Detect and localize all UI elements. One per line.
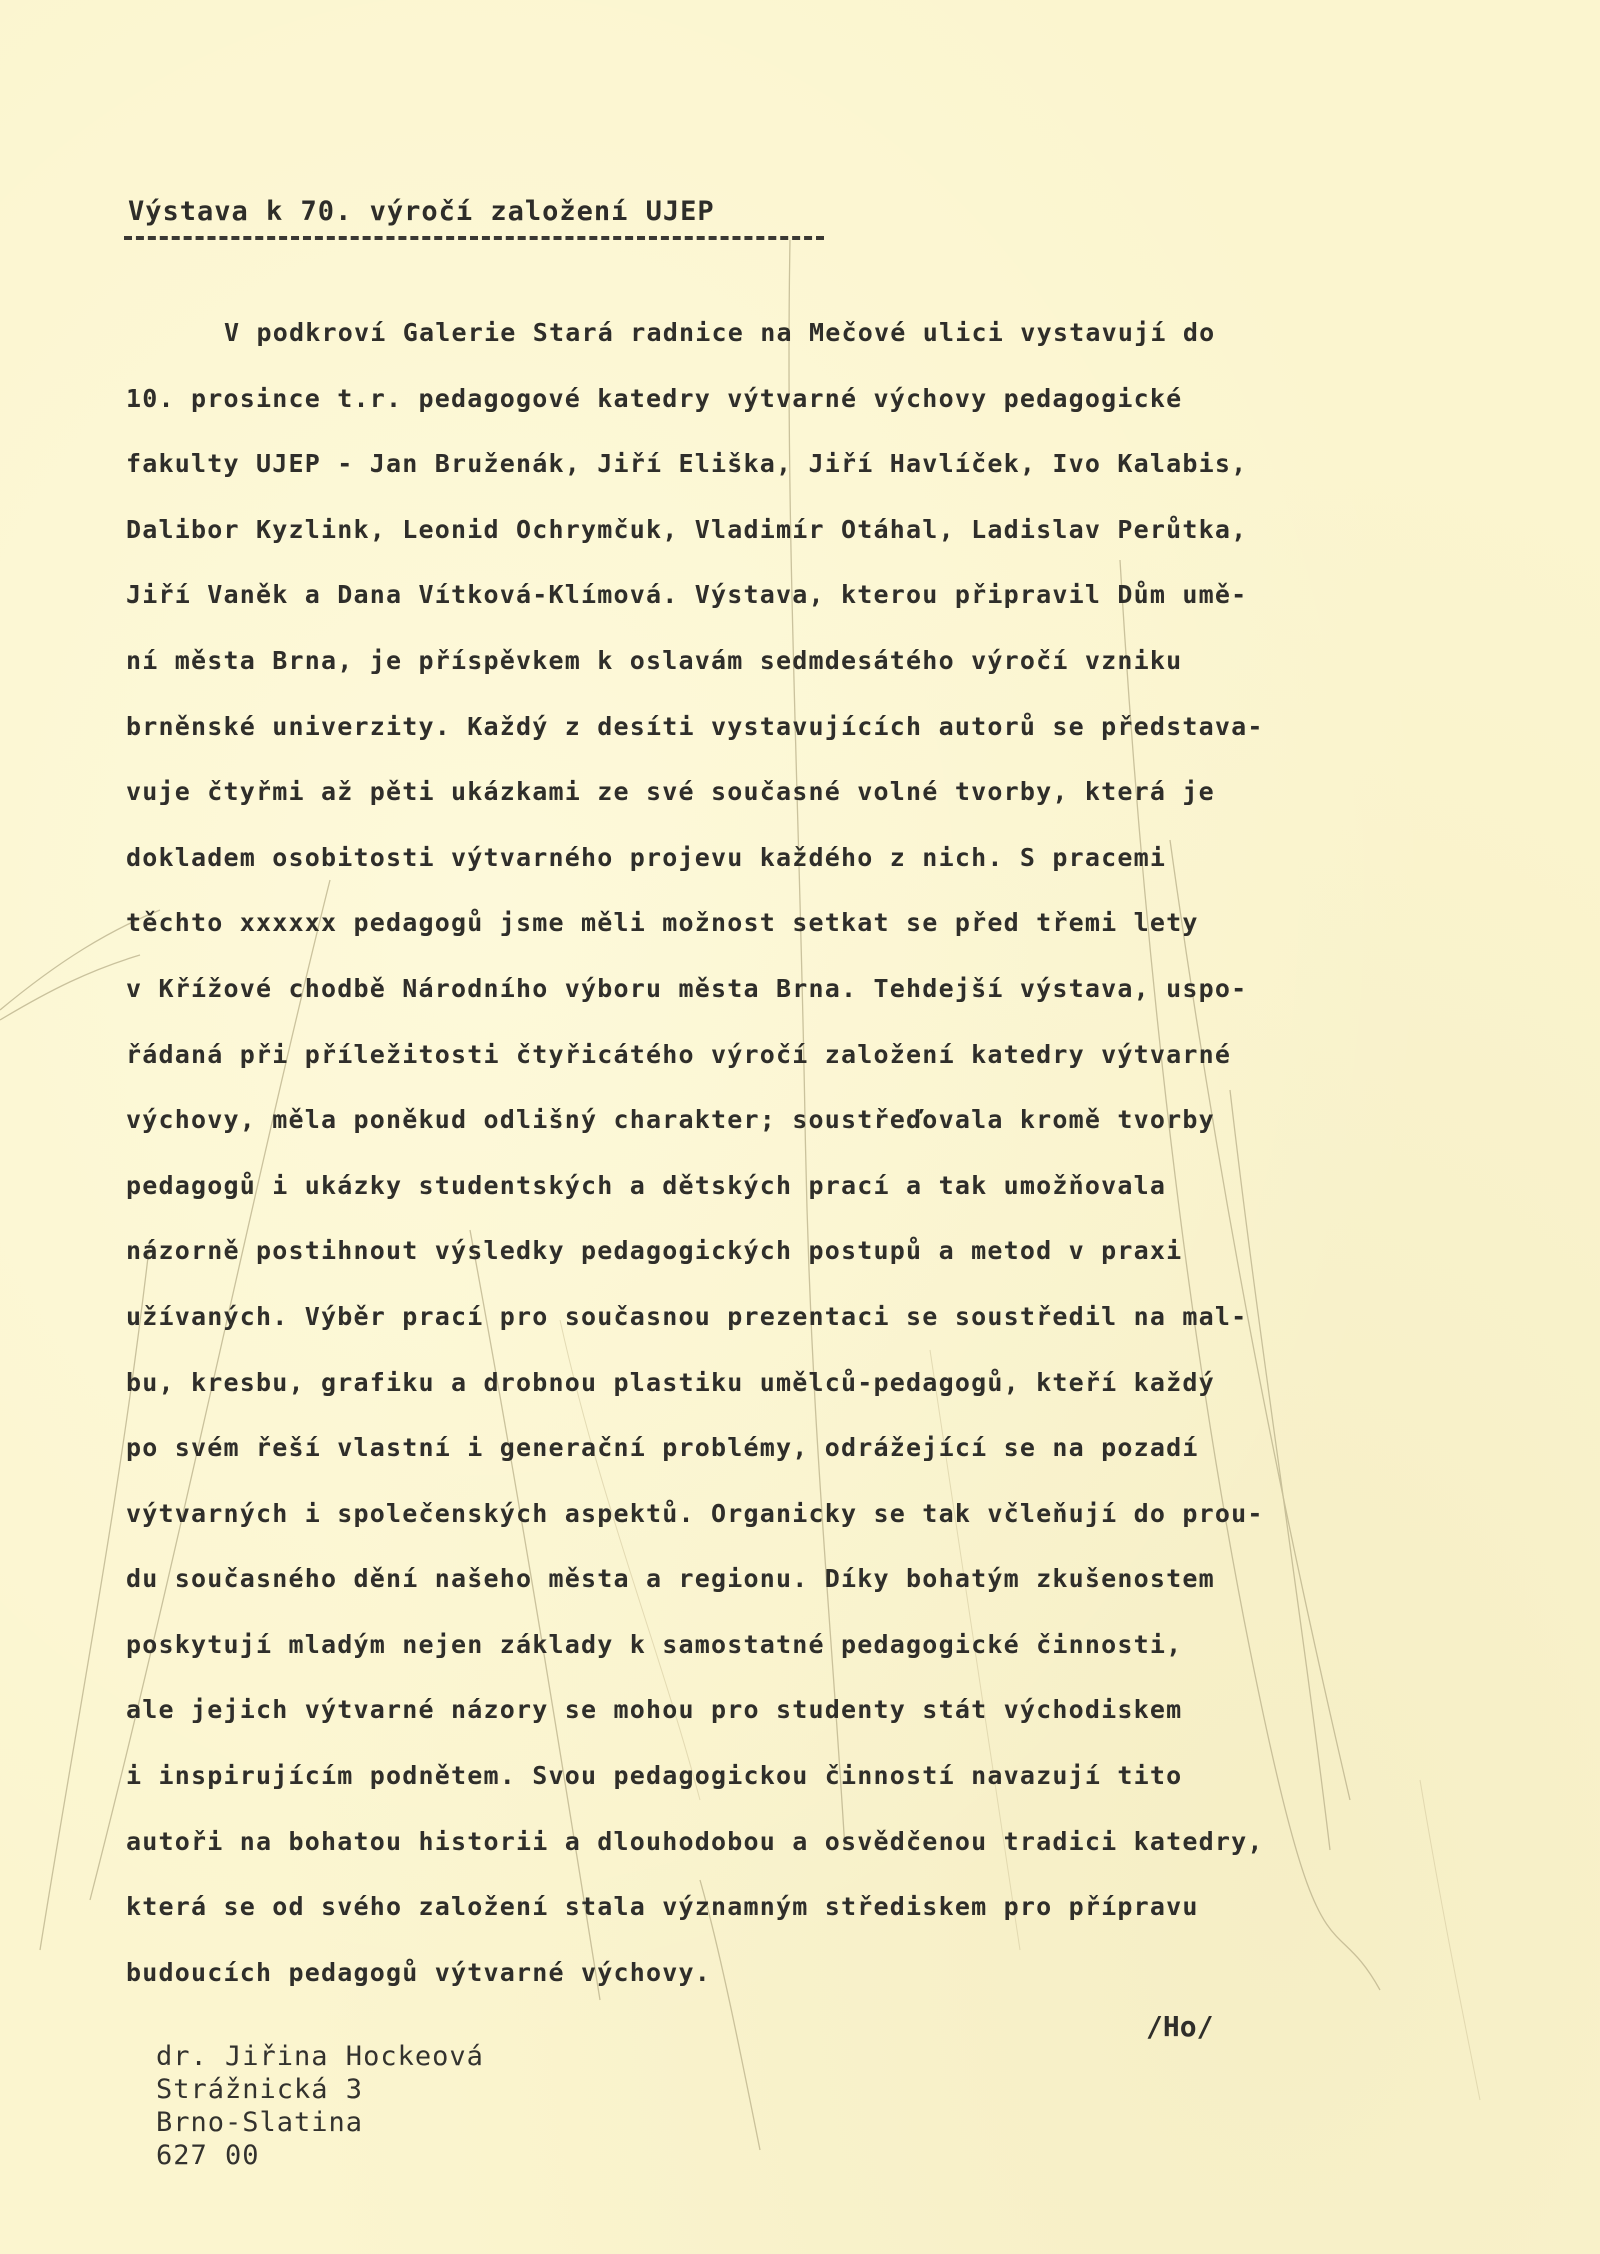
address-city: Brno-Slatina — [156, 2107, 364, 2138]
body-line: poskytují mladým nejen základy k samostatné pedagogické činnosti, — [126, 1629, 1183, 1659]
author-initials: /Ho/ — [1146, 2010, 1214, 2043]
body-line: du současného dění našeho města a regionu. Díky bohatým zkušenostem — [126, 1564, 1215, 1594]
address-name: dr. Jiřina Hockeová — [156, 2041, 484, 2072]
body-line: užívaných. Výběr prací pro současnou prezentaci se soustředil na mal- — [126, 1301, 1248, 1331]
body-line: 10. prosince t.r. pedagogové katedry výtvarné výchovy pedagogické — [126, 383, 1183, 413]
document-title: Výstava k 70. výročí založení UJEP — [128, 196, 715, 227]
title-underline — [124, 236, 824, 240]
address-postcode: 627 00 — [156, 2140, 260, 2171]
body-line: řádaná při příležitosti čtyřicátého výročí založení katedry výtvarné — [126, 1039, 1232, 1069]
body-line: V podkroví Galerie Stará radnice na Mečové ulici vystavují do — [224, 318, 1216, 347]
body-line: vuje čtyřmi až pěti ukázkami ze své současné volné tvorby, která je — [126, 777, 1215, 807]
author-address — [156, 2040, 484, 2172]
body-line: ale jejich výtvarné názory se mohou pro studenty stát východiskem — [126, 1695, 1183, 1725]
body-line: pedagogů i ukázky studentských a dětských prací a tak umožňovala — [126, 1170, 1167, 1200]
body-line: po svém řeší vlastní i generační problémy, odrážející se na pozadí — [126, 1433, 1199, 1463]
body-line: výtvarných i společenských aspektů. Organicky se tak včleňují do prou- — [126, 1498, 1264, 1528]
body-line: dokladem osobitosti výtvarného projevu každého z nich. S pracemi — [126, 842, 1167, 872]
body-line: i inspirujícím podnětem. Svou pedagogickou činností navazují tito — [126, 1761, 1183, 1791]
body-line: těchto xxxxxx pedagogů jsme měli možnost setkat se před třemi lety — [126, 908, 1199, 938]
address-street: Strážnická 3 — [156, 2074, 364, 2105]
body-line: Dalibor Kyzlink, Leonid Ochrymčuk, Vladimír Otáhal, Ladislav Perůtka, — [126, 514, 1248, 544]
body-line: brněnské univerzity. Každý z desíti vystavujících autorů se představa- — [126, 711, 1264, 741]
body-line: ní města Brna, je příspěvkem k oslavám sedmdesátého výročí vzniku — [126, 645, 1183, 675]
body-line: Jiří Vaněk a Dana Vítková-Klímová. Výstava, kterou připravil Dům umě- — [126, 580, 1248, 610]
body-line: výchovy, měla poněkud odlišný charakter; soustřeďovala kromě tvorby — [126, 1105, 1215, 1135]
body-line: v Křížové chodbě Národního výboru města Brna. Tehdejší výstava, uspo- — [126, 973, 1248, 1003]
document-body — [126, 300, 1546, 2005]
body-line: budoucích pedagogů výtvarné výchovy. — [126, 1957, 712, 1987]
body-line: autoři na bohatou historii a dlouhodobou a osvědčenou tradici katedry, — [126, 1826, 1264, 1856]
body-line: názorně postihnout výsledky pedagogických postupů a metod v praxi — [126, 1236, 1183, 1266]
body-line: bu, kresbu, grafiku a drobnou plastiku umělců-pedagogů, kteří každý — [126, 1367, 1215, 1397]
body-line: která se od svého založení stala významným střediskem pro přípravu — [126, 1892, 1199, 1922]
body-line: fakulty UJEP - Jan Bruženák, Jiří Eliška, Jiří Havlíček, Ivo Kalabis, — [126, 449, 1248, 479]
